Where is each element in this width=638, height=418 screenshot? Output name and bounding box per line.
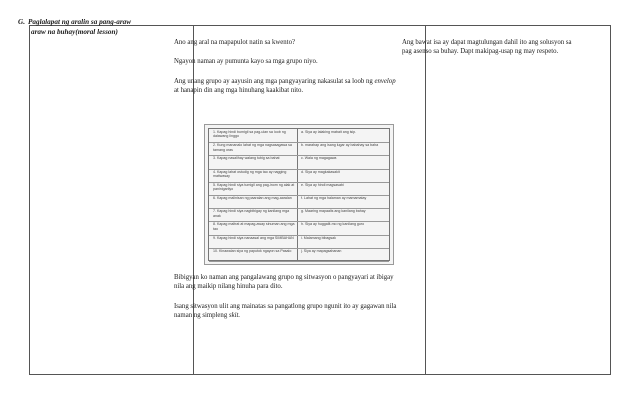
matching-row-right: d. Siya ay magkakasakit [301,169,340,174]
matching-row [209,183,389,196]
matching-exercise-table [208,128,390,261]
matching-row [209,222,389,235]
matching-row-left: 1. Kapag hindi bumigil sa pag-ulan sa loob ng dalawang linggo [213,130,286,139]
moral-lesson-text: Ang bawat isa ay dapat magtulungan dahil ito ang solusyon sa pag asenso sa buhay. Dapt makipag-usap ng may respeto. [402,39,572,56]
matching-row-left: 10. Kinawalan siya ng paputok ngayon sa Pasalo [213,248,292,253]
matching-row-right: f. Lahat ng mga halaman ay mamamatay [301,196,367,200]
matching-row [209,143,389,156]
matching-row-left: 3. Kapag nasalihay walang tubig sa bahat [213,156,280,161]
group-one-instruction: Ang unang grupo ay aayusin ang mga pangyayaring nakasulat sa loob ng envelop at hanapin din ang mga hinuhang kaakibat nito. [174,77,396,95]
matching-row-left: 8. Kapag maltrat at mapag-away sinuman ang mga tao [213,222,295,231]
column-divider-2 [425,26,426,374]
matching-row-right: g. Maaring mapaalis ang kanilang bahay [301,209,366,214]
section-heading-line-2: araw na buhay(moral lesson) [31,27,118,36]
matching-row-right: c. Wala ng magagawa [301,156,337,161]
matching-row-left: 4. Kapag lahat ostudig ng mga tao ay nagging matiwasay [213,169,287,178]
matching-row-left: 7. Kapag hindi siya nagbibigay ng kanilang mga anak [213,209,290,218]
group-three-instruction: Isang sitwasyon ulit ang mainatas sa pangatlong grupo ngunit ito ay gagawan nila naman ng simpleng skit. [174,302,397,320]
activity-column-lower [174,273,402,331]
matching-row-right: b. marahap ang isang lugar ay babahay sa baha [301,143,379,148]
matching-row [209,156,389,169]
matching-row [209,170,389,183]
matching-exercise-image [204,124,394,265]
matching-row-left: 6. Kapag malinisan ng paaralan ang mag-aaralan [213,196,292,200]
matching-row-right: i. Malamang bibagsak [301,235,336,240]
section-number: G. [18,18,25,26]
matching-row-left: 9. Kapag hindi siya nanaasal ang mga SIMBAHAN [213,235,294,240]
matching-row-right: j. Siya ay mapagsahanan [301,248,342,253]
activity-column [174,38,402,106]
matching-row-right: e. Siya ay hindi magsasabi [301,182,344,187]
matching-row-left: 2. Kung mananalo lahat ng mga nagsasagawa sa tamang oras [213,143,292,152]
group-two-instruction: Bibigyan ko naman ang pangalawang grupo ng sitwasyon o pangyayari at ibigay nila ang maikip nilang hinuha para dito. [174,274,394,291]
matching-row [209,196,389,209]
grouping-instruction: Ngayon naman ay pumunta kayo sa mga grupo niyo. [174,58,318,66]
matching-row [209,236,389,249]
question-paragraph: Ano ang aral na mapapulot natin sa kwento? [174,39,295,46]
matching-row [209,209,389,222]
matching-row-right: a. Siya ay lalaking mabait ang isip. [301,130,357,134]
matching-row [209,130,389,143]
section-heading [18,18,168,37]
matching-row-right: h. Siya ay huggalit-mo ng kanilang guro [301,222,365,227]
matching-row [209,249,389,262]
matching-row-left: 5. Kapag hindi siya tumigil ang pag-inom ng alak at paninigarilyo [213,182,295,192]
section-heading-line-1: Paglalapat ng aralin sa pang-araw [28,18,132,26]
